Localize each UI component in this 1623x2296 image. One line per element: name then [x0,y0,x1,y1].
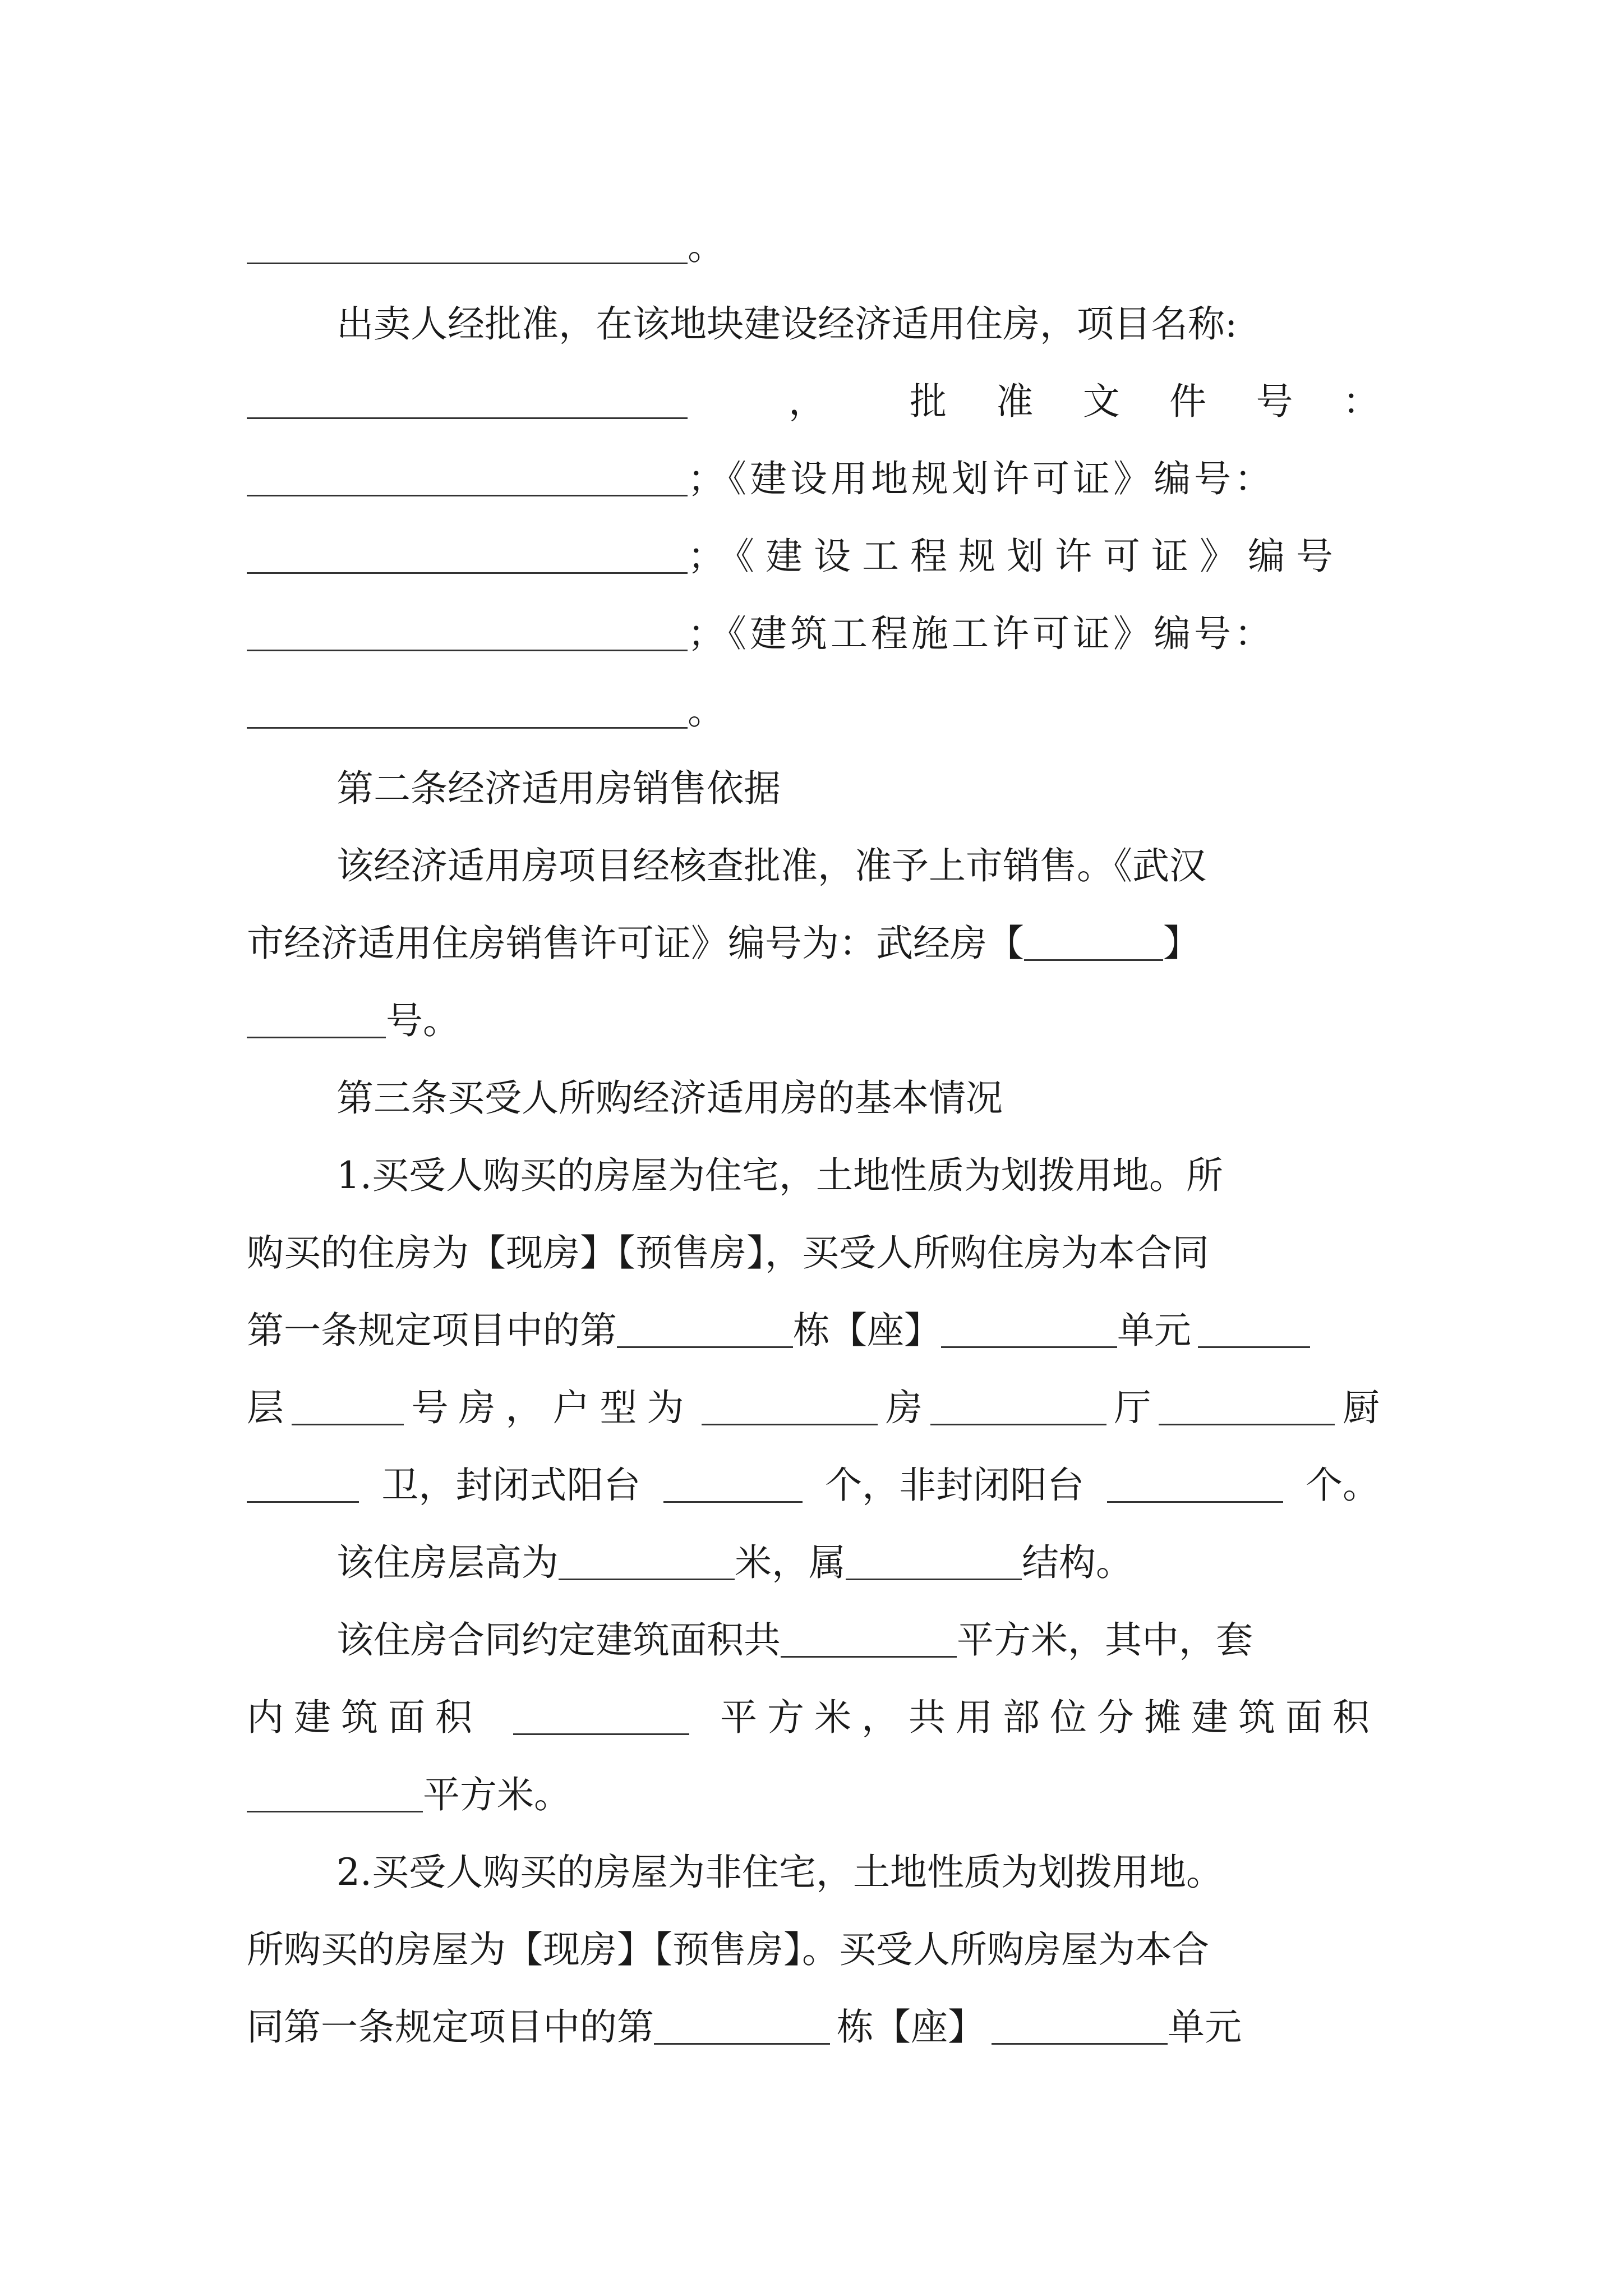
paragraph-project-name: 出卖人经批准，在该地块建设经济适用住房，项目名称: [336,302,1238,346]
construction-permit-field[interactable] [247,694,688,729]
floor-number-field[interactable] [1198,1314,1310,1348]
line-14: 购买的住房为【现房】【预售房】，买受人所购住房为本合同 [247,1231,1209,1274]
structure-type-field[interactable] [846,1546,1022,1580]
bathrooms-field[interactable] [247,1469,359,1503]
line-inner-area: 内建筑面积 平方米，共用部位分摊建筑面积 [247,1696,1380,1739]
line-engineering-permit: ；《建设工程规划许可证》编号 [247,523,1380,590]
line-shared-area: 平方米。 [247,1761,1380,1829]
paragraph-sales-basis: 该经济适用房项目经核查批准，准予上市销售。《武汉 [336,844,1206,887]
article-2-heading: 第二条经济适用房销售依据 [336,767,781,810]
engineering-permit-field[interactable] [247,617,688,651]
line-floor-height: 该住房层高为 米，属 结构。 [336,1541,1133,1584]
bedrooms-field[interactable] [702,1391,878,1425]
line-land-use-permit: ；《建设用地规划许可证》编号： [247,445,1380,513]
project-name-field[interactable] [247,385,688,419]
line-floor-area: 该住房合同约定建筑面积共 平方米，其中，套 [336,1618,1253,1662]
unit-number-field[interactable] [941,1314,1117,1348]
land-use-permit-field[interactable] [247,540,688,574]
room-number-field[interactable] [292,1391,404,1425]
kitchens-field[interactable] [1159,1391,1335,1425]
floor-height-field[interactable] [559,1546,735,1580]
line-room-layout: 层 号房，户型为 房 厅 厨 [247,1386,1380,1429]
line-23: 所购买的房屋为【现房】【预售房】。买受人所购房屋为本合 [247,1928,1209,1971]
living-rooms-field[interactable] [930,1391,1106,1425]
approval-number-field[interactable] [247,462,688,496]
unit-number-field-2[interactable] [992,2010,1168,2045]
paragraph-item-2: 2.买受人购买的房屋为非住宅，土地性质为划拨用地。 [336,1851,1223,1894]
building-number-field[interactable] [617,1314,793,1348]
line-construction-permit: ；《建筑工程施工许可证》编号： [247,600,1380,668]
building-number-field-2[interactable] [654,2010,830,2045]
line-sales-permit-number: 号。 [247,987,1380,1055]
line-balconies: 卫，封闭式阳台 个，非封闭阳台 个。 [247,1452,1380,1519]
line-blank-7: 。 [247,678,1380,745]
line-blank-1: 。 [247,213,1380,280]
paragraph-item-1: 1.买受人购买的房屋为住宅，土地性质为划拨用地。所 [336,1154,1223,1197]
blank-field[interactable] [247,230,688,264]
line-approval-number: ， 批 准 文 件 号 ： [247,368,1380,435]
shared-area-field[interactable] [247,1778,423,1812]
inner-area-field[interactable] [513,1701,689,1735]
article-3-heading: 第三条买受人所购经济适用房的基本情况 [336,1076,1003,1120]
total-area-field[interactable] [781,1623,957,1658]
line-sales-permit: 市经济适用住房销售许可证》编号为：武经房【 】 [247,922,1200,965]
sales-permit-year-field[interactable] [1024,927,1163,961]
open-balcony-field[interactable] [1107,1469,1283,1503]
closed-balcony-field[interactable] [663,1469,803,1503]
line-building-unit: 第一条规定项目中的第 栋【座】 单元 [247,1297,1380,1364]
sales-permit-number-field[interactable] [247,1004,386,1038]
line-building-unit-2: 同第一条规定项目中的第 栋【座】 单元 [247,2005,1242,2049]
